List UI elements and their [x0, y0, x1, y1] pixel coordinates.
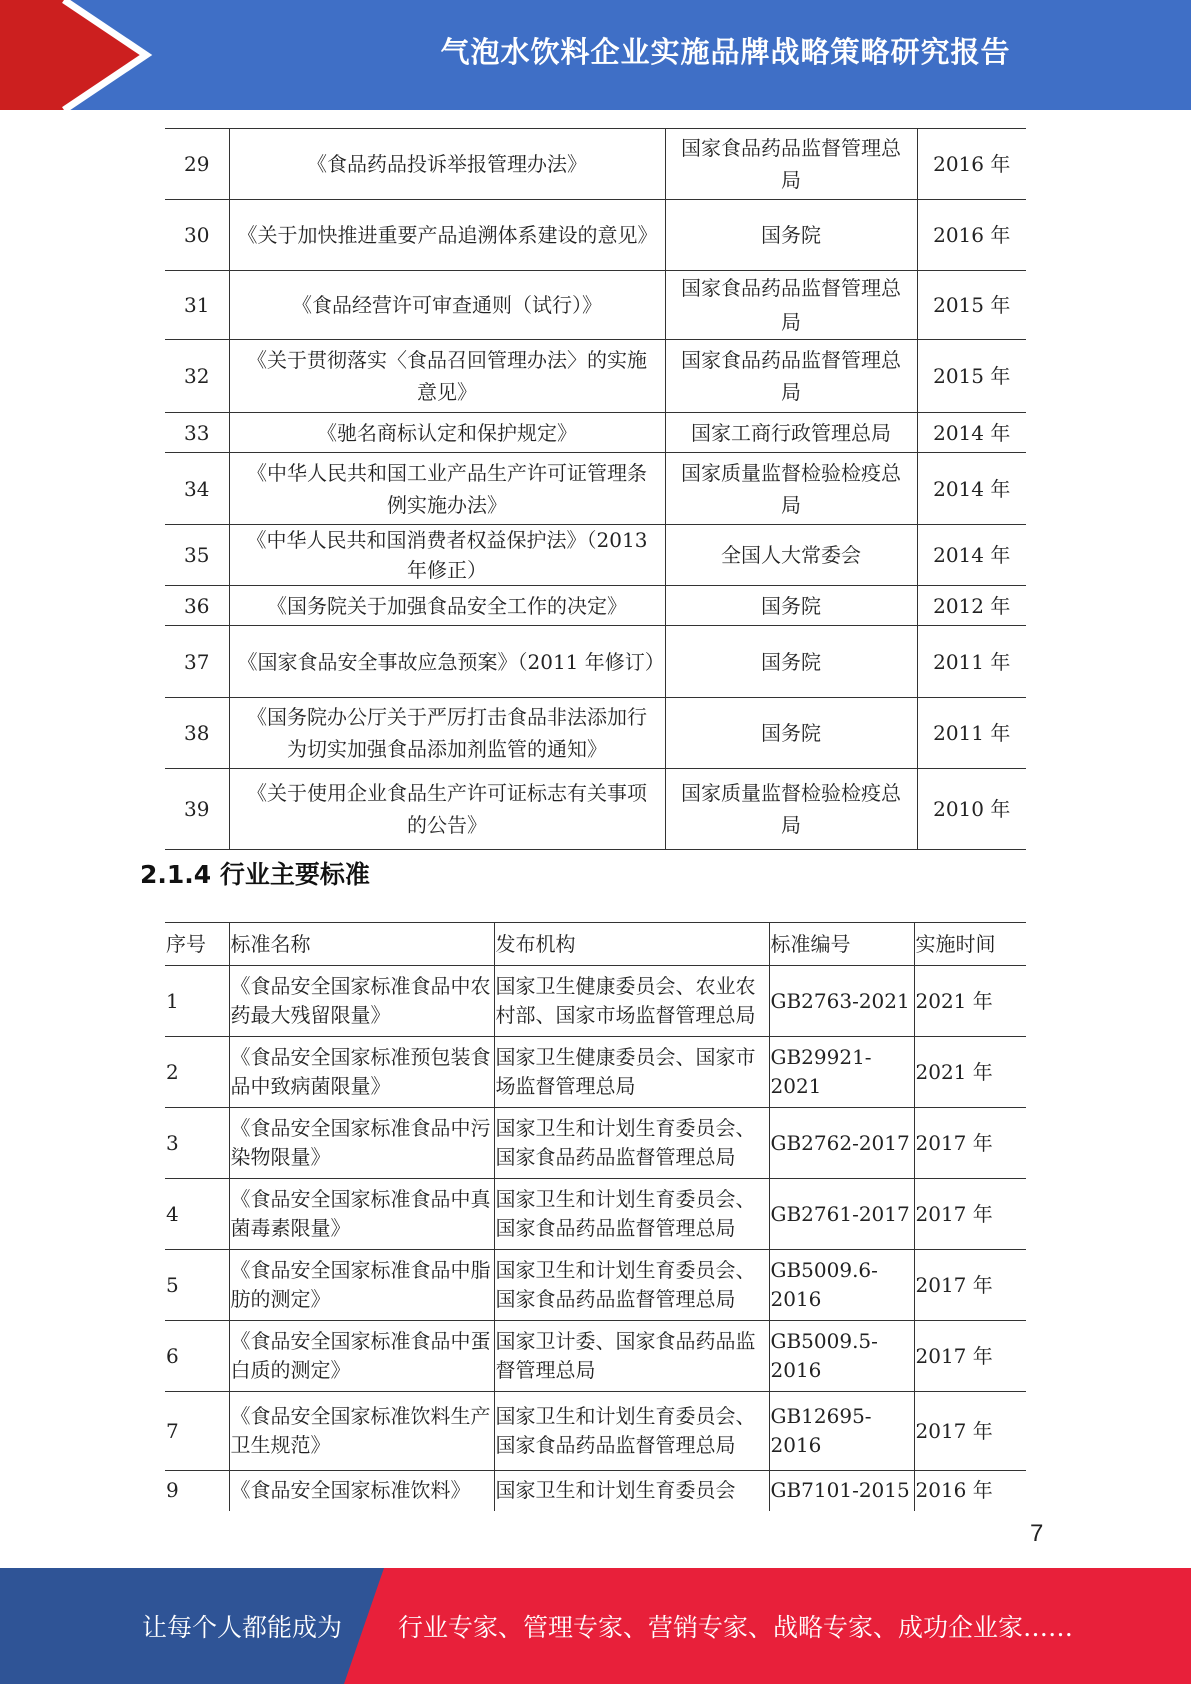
table-row	[165, 453, 1026, 525]
standard-code: GB5009.5-2016	[769, 1321, 914, 1392]
issuing-authority: 国务院	[665, 698, 917, 769]
regulation-name: 《食品药品投诉举报管理办法》	[229, 129, 665, 200]
issuing-authority: 国家质量监督检验检疫总局	[665, 769, 917, 850]
regulation-name: 《关于加快推进重要产品追溯体系建设的意见》	[229, 200, 665, 271]
issue-year: 2015 年	[917, 340, 1026, 413]
page-number: 7	[1030, 1520, 1044, 1547]
issuing-authority: 国务院	[665, 200, 917, 271]
table-row	[165, 586, 1026, 626]
effective-date: 2017 年	[914, 1179, 1026, 1250]
issuing-authority: 国务院	[665, 626, 917, 698]
table-row	[165, 966, 1026, 1037]
row-number: 34	[165, 453, 229, 525]
effective-date: 2017 年	[914, 1321, 1026, 1392]
effective-date: 2021 年	[914, 966, 1026, 1037]
issuing-authority: 国家卫生健康委员会、国家市场监督管理总局	[494, 1037, 769, 1108]
issuing-authority: 国家卫生和计划生育委员会、国家食品药品监督管理总局	[494, 1392, 769, 1471]
table-row	[165, 626, 1026, 698]
issuing-authority: 国家卫生健康委员会、农业农村部、国家市场监督管理总局	[494, 966, 769, 1037]
issue-year: 2015 年	[917, 271, 1026, 340]
table-row	[165, 413, 1026, 453]
regulation-name: 《中华人民共和国工业产品生产许可证管理条例实施办法》	[229, 453, 665, 525]
regulation-name: 《国务院关于加强食品安全工作的决定》	[229, 586, 665, 626]
standard-code: GB7101-2015	[769, 1471, 914, 1511]
issue-year: 2010 年	[917, 769, 1026, 850]
issue-year: 2014 年	[917, 453, 1026, 525]
report-title: 气泡水饮料企业实施品牌战略策略研究报告	[440, 34, 1011, 69]
row-number: 7	[165, 1392, 229, 1471]
standard-name: 《食品安全国家标准食品中农药最大残留限量》	[229, 966, 494, 1037]
issue-year: 2014 年	[917, 413, 1026, 453]
standard-name: 《食品安全国家标准食品中污染物限量》	[229, 1108, 494, 1179]
row-number: 6	[165, 1321, 229, 1392]
standard-name: 《食品安全国家标准食品中脂肪的测定》	[229, 1250, 494, 1321]
column-header-date: 实施时间	[914, 923, 1026, 966]
issuing-authority: 国家卫生和计划生育委员会、国家食品药品监督管理总局	[494, 1250, 769, 1321]
issuing-authority: 国家食品药品监督管理总局	[665, 271, 917, 340]
row-number: 32	[165, 340, 229, 413]
regulation-name: 《食品经营许可审查通则（试行）》	[229, 271, 665, 340]
regulation-name: 《关于贯彻落实〈食品召回管理办法〉的实施意见》	[229, 340, 665, 413]
row-number: 30	[165, 200, 229, 271]
table-row	[165, 1471, 1026, 1511]
row-number: 4	[165, 1179, 229, 1250]
standard-code: GB2761-2017	[769, 1179, 914, 1250]
regulation-name: 《国务院办公厅关于严厉打击食品非法添加行为切实加强食品添加剂监管的通知》	[229, 698, 665, 769]
row-number: 2	[165, 1037, 229, 1108]
table-row	[165, 1250, 1026, 1321]
row-number: 9	[165, 1471, 229, 1511]
standard-code: GB12695-2016	[769, 1392, 914, 1471]
table-row	[165, 1108, 1026, 1179]
column-header-code: 标准编号	[769, 923, 914, 966]
row-number: 31	[165, 271, 229, 340]
footer-slogan-right: 行业专家、管理专家、营销专家、战略专家、成功企业家……	[398, 1613, 1074, 1642]
page-footer	[0, 1568, 1191, 1684]
row-number: 38	[165, 698, 229, 769]
standard-name: 《食品安全国家标准饮料生产卫生规范》	[229, 1392, 494, 1471]
table-row	[165, 1392, 1026, 1471]
table-row	[165, 1179, 1026, 1250]
row-number: 36	[165, 586, 229, 626]
table-row	[165, 340, 1026, 413]
table-row	[165, 769, 1026, 850]
issuing-authority: 国家质量监督检验检疫总局	[665, 453, 917, 525]
regulation-name: 《国家食品安全事故应急预案》（2011 年修订）	[229, 626, 665, 698]
standard-code: GB2763-2021	[769, 966, 914, 1037]
issuing-authority: 国家食品药品监督管理总局	[665, 129, 917, 200]
issue-year: 2016 年	[917, 200, 1026, 271]
issue-year: 2011 年	[917, 626, 1026, 698]
column-header-name: 标准名称	[229, 923, 494, 966]
table-row	[165, 1321, 1026, 1392]
issuing-authority: 国家卫生和计划生育委员会	[494, 1471, 769, 1511]
issuing-authority: 全国人大常委会	[665, 525, 917, 586]
row-number: 1	[165, 966, 229, 1037]
standard-code: GB5009.6-2016	[769, 1250, 914, 1321]
regulation-name: 《中华人民共和国消费者权益保护法》（2013 年修正）	[229, 525, 665, 586]
footer-slogan-left: 让每个人都能成为	[142, 1613, 343, 1642]
issue-year: 2016 年	[917, 129, 1026, 200]
table-row	[165, 525, 1026, 586]
table-row	[165, 698, 1026, 769]
standard-code: GB2762-2017	[769, 1108, 914, 1179]
standard-name: 《食品安全国家标准食品中真菌毒素限量》	[229, 1179, 494, 1250]
column-header-issuer: 发布机构	[494, 923, 769, 966]
standard-name: 《食品安全国家标准预包装食品中致病菌限量》	[229, 1037, 494, 1108]
effective-date: 2017 年	[914, 1108, 1026, 1179]
regulation-name: 《关于使用企业食品生产许可证标志有关事项的公告》	[229, 769, 665, 850]
standards-table	[165, 922, 1026, 1511]
table-row	[165, 271, 1026, 340]
effective-date: 2016 年	[914, 1471, 1026, 1511]
effective-date: 2021 年	[914, 1037, 1026, 1108]
table-row	[165, 129, 1026, 200]
issuing-authority: 国家卫计委、国家食品药品监督管理总局	[494, 1321, 769, 1392]
standard-name: 《食品安全国家标准食品中蛋白质的测定》	[229, 1321, 494, 1392]
regulation-name: 《驰名商标认定和保护规定》	[229, 413, 665, 453]
regulations-table	[165, 128, 1026, 850]
issuing-authority: 国务院	[665, 586, 917, 626]
issue-year: 2011 年	[917, 698, 1026, 769]
row-number: 35	[165, 525, 229, 586]
effective-date: 2017 年	[914, 1392, 1026, 1471]
issuing-authority: 国家食品药品监督管理总局	[665, 340, 917, 413]
table-row	[165, 200, 1026, 271]
table-row	[165, 1037, 1026, 1108]
row-number: 5	[165, 1250, 229, 1321]
row-number: 39	[165, 769, 229, 850]
table-header-row	[165, 923, 1026, 966]
issue-year: 2014 年	[917, 525, 1026, 586]
issuing-authority: 国家卫生和计划生育委员会、国家食品药品监督管理总局	[494, 1179, 769, 1250]
row-number: 33	[165, 413, 229, 453]
column-header-no: 序号	[165, 923, 229, 966]
standard-code: GB29921-2021	[769, 1037, 914, 1108]
effective-date: 2017 年	[914, 1250, 1026, 1321]
standard-name: 《食品安全国家标准饮料》	[229, 1471, 494, 1511]
section-heading: 2.1.4 行业主要标准	[140, 860, 370, 889]
issuing-authority: 国家卫生和计划生育委员会、国家食品药品监督管理总局	[494, 1108, 769, 1179]
page-header	[0, 0, 1191, 110]
issuing-authority: 国家工商行政管理总局	[665, 413, 917, 453]
row-number: 29	[165, 129, 229, 200]
row-number: 37	[165, 626, 229, 698]
issue-year: 2012 年	[917, 586, 1026, 626]
row-number: 3	[165, 1108, 229, 1179]
